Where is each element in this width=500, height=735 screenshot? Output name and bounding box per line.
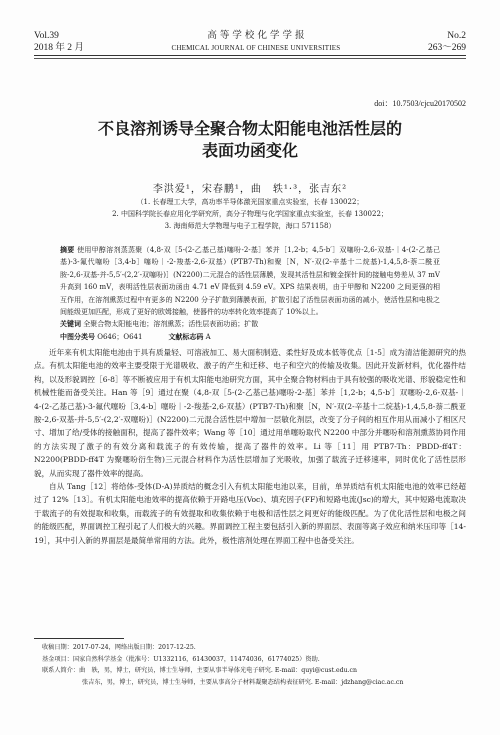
classification-row xyxy=(60,331,440,343)
header-right xyxy=(428,30,466,54)
footnote-divider xyxy=(34,638,124,639)
footnote-funding: 基金项目：国家自然科学基金（批准号：U1332116，61430037，11474036，61774025）资助. xyxy=(42,655,320,663)
keywords-label: 关键词 xyxy=(60,319,81,329)
doi: doi：10.7503/cjcu20170502 xyxy=(374,99,466,108)
doc-code-label: 文献标志码 xyxy=(168,331,204,341)
title-line-1: 不良溶剂诱导全聚合物太阳能电池活性层的 xyxy=(97,119,402,138)
affiliation-line: 2. 中国科学院长春应用化学研究所，高分子物理与化学国家重点实验室，长春 130022； xyxy=(112,210,388,218)
clc-label: 中图分类号 xyxy=(60,331,95,341)
journal-header xyxy=(34,30,466,56)
doc-code-value: A xyxy=(205,332,211,341)
abstract-block xyxy=(60,244,440,343)
page-range: 263～269 xyxy=(427,43,466,53)
footnotes xyxy=(42,642,466,688)
affiliation-line: （1. 长春理工大学，高功率半导体激光国家重点实验室，长春 130022； xyxy=(136,198,364,206)
journal-name-en: CHEMICAL JOURNAL OF CHINESE UNIVERSITIES xyxy=(171,44,341,52)
clc-number xyxy=(60,331,142,343)
abstract-label: 摘要 xyxy=(60,245,75,254)
abstract xyxy=(60,244,440,318)
clc-value: O646；O641 xyxy=(97,332,143,341)
title-line-2: 表面功函变化 xyxy=(201,141,298,160)
volume: Vol.39 xyxy=(34,31,59,41)
affiliation-line: 3. 海南师范大学物理与电子工程学院，海口 571158） xyxy=(164,222,336,230)
issue-number: No.2 xyxy=(447,31,466,41)
footnote-received: 收稿日期：2017-07-24，网络出版日期：2017-12-25. xyxy=(42,644,196,651)
authors: 李洪爱¹，宋春鹏¹，曲 轶¹·³，张吉东² xyxy=(152,184,348,195)
header-center xyxy=(172,30,341,54)
paper-title xyxy=(0,118,500,162)
header-left xyxy=(34,30,84,54)
keywords-text: 全聚合物太阳能电池；溶剂熏蒸；活性层表面功函；扩散 xyxy=(83,320,259,329)
body-paragraph: 近年来有机太阳能电池由于具有质量轻、可溶液加工、易大面积制造、柔性好及成本低等优点［1-5］成为清洁能源研究的热点。有机太阳能电池的效率主要受限于光谱吸收、激子的产生和迁移、电子和空穴的传输及收集。因此开发新材料，优化器件结构，以及形貌调控［6-8］等不断被应用于有机太阳能电池研究方面，其中全聚合物材料由于具有较强的吸收光谱、形貌稳定性和机械性能而备受关注。Han 等［9］通过在聚（4,8-双［5-(2-乙基己基)噻吩-2-基］苯并［1,2-b；4,5-b′］双噻吩-2,6-双基-｜4-(2-乙基己基)-3-氟代噻吩［3,4-b］噻吩｜-2-羧基-2,6-双基）(PTB7-Th)和聚［N，N′-双(2-辛基十二烷基)-1,4,5,8-萘二酰亚胺-2,6-双基-并-5,5′-(2,2′-双噻吩)］(N2200)二元混合活性层中增加一层敏化剂层，改变了分子间的相互作用从而减小了相区尺寸、增加了给/受体的接触面积，提高了器件效率；Wang 等［10］通过用单噻吩取代 N2200 中部分并噻吩和溶剂熏蒸协同作用的方法实现了激子的有效分离和载流子的有效传输，提高了器件的效率。Li 等［11］用 PTB7-Th：PBDD-ff4T：N2200(PBDD-ff4T 为聚噻吩衍生物)三元混合材料作为活性层增加了光吸收，加强了载流子迁移速率，同时优化了活性层形貌，从而实现了器件效率的提高。 xyxy=(34,348,466,478)
abstract-text: 使用甲醇溶剂蒸蒸聚（4,8-双［5-(2-乙基己基)噻吩-2-基］苯并［1,2-b；4,5-b′］双噻吩-2,6-双基-｜4-(2-乙基己基)-3-氟代噻吩［3,4-b］噻吩｜-2-羧基-2,6-双基）(PTB7-Th)和聚［N，N′-双(2-辛基十二烷基)-1,4,5,8-萘二酰亚胺-2,6-双基-并-5,5′-(2,2′-双噻吩)］(N2200)二元混合的活性层薄膜，发现其活性层和镀金探针间的接触电势差从 37 mV 升高到 160 mV，表明活性层表面功函由 4.71 eV 降低到 4.59 eV。XPS 结果表明，由于甲醇和 N2200 之间更强的相互作用，在溶剂熏蒸过程中有更多的 N2200 分子扩散到薄膜表面，扩散引起了活性层表面功函的减小，使活性层和电极之间能级更加匹配，形成了更好的欧姆接触，使器件的功率转化效率提高了 10%以上。 xyxy=(60,246,441,317)
footnote-contact-2: 张吉东，男，博士，研究员，博士生导师，主要从事高分子材料凝聚态结构表征研究. E-mail：jdzhang@ciac.ac.cn xyxy=(82,678,404,686)
issue-date: 2018 年 2 月 xyxy=(34,43,84,53)
body-paragraph: 自从 Tang［12］将给体-受体(D-A)异质结的概念引入有机太阳能电池以来，目前，单异质结有机太阳能电池的效率已经超过了 12%［13］。有机太阳能电池效率的提高依赖于开路电压(Voc)、填充因子(FF)和短路电流(Jsc)的增大，其中短路电流取决于载流子的有效提取和收集，而载流子的有效提取和收集依赖于电极和活性层之间更好的能级匹配。为了优化活性层和电极之间的能级匹配，界面调控工程引起了人们极大的兴趣。界面调控工程主要包括引入新的界面层、表面等离子效应和纳米压印等［14-19］，其中引入新的界面层是最简单常用的方法。此外，极性溶剂处理在界面工程中也备受关注。 xyxy=(34,482,466,545)
header-divider xyxy=(34,58,466,59)
document-code xyxy=(168,331,210,343)
footnote-contact: 联系人简介：曲 轶，男，博士，研究员，博士生导师，主要从事半导体光电子研究. E-mail：quyi@cust.edu.cn xyxy=(42,667,358,675)
journal-name-cn: 高 等 学 校 化 学 学 报 xyxy=(207,30,305,41)
affiliations xyxy=(0,196,500,232)
body-text xyxy=(34,346,466,547)
keywords xyxy=(60,318,440,330)
